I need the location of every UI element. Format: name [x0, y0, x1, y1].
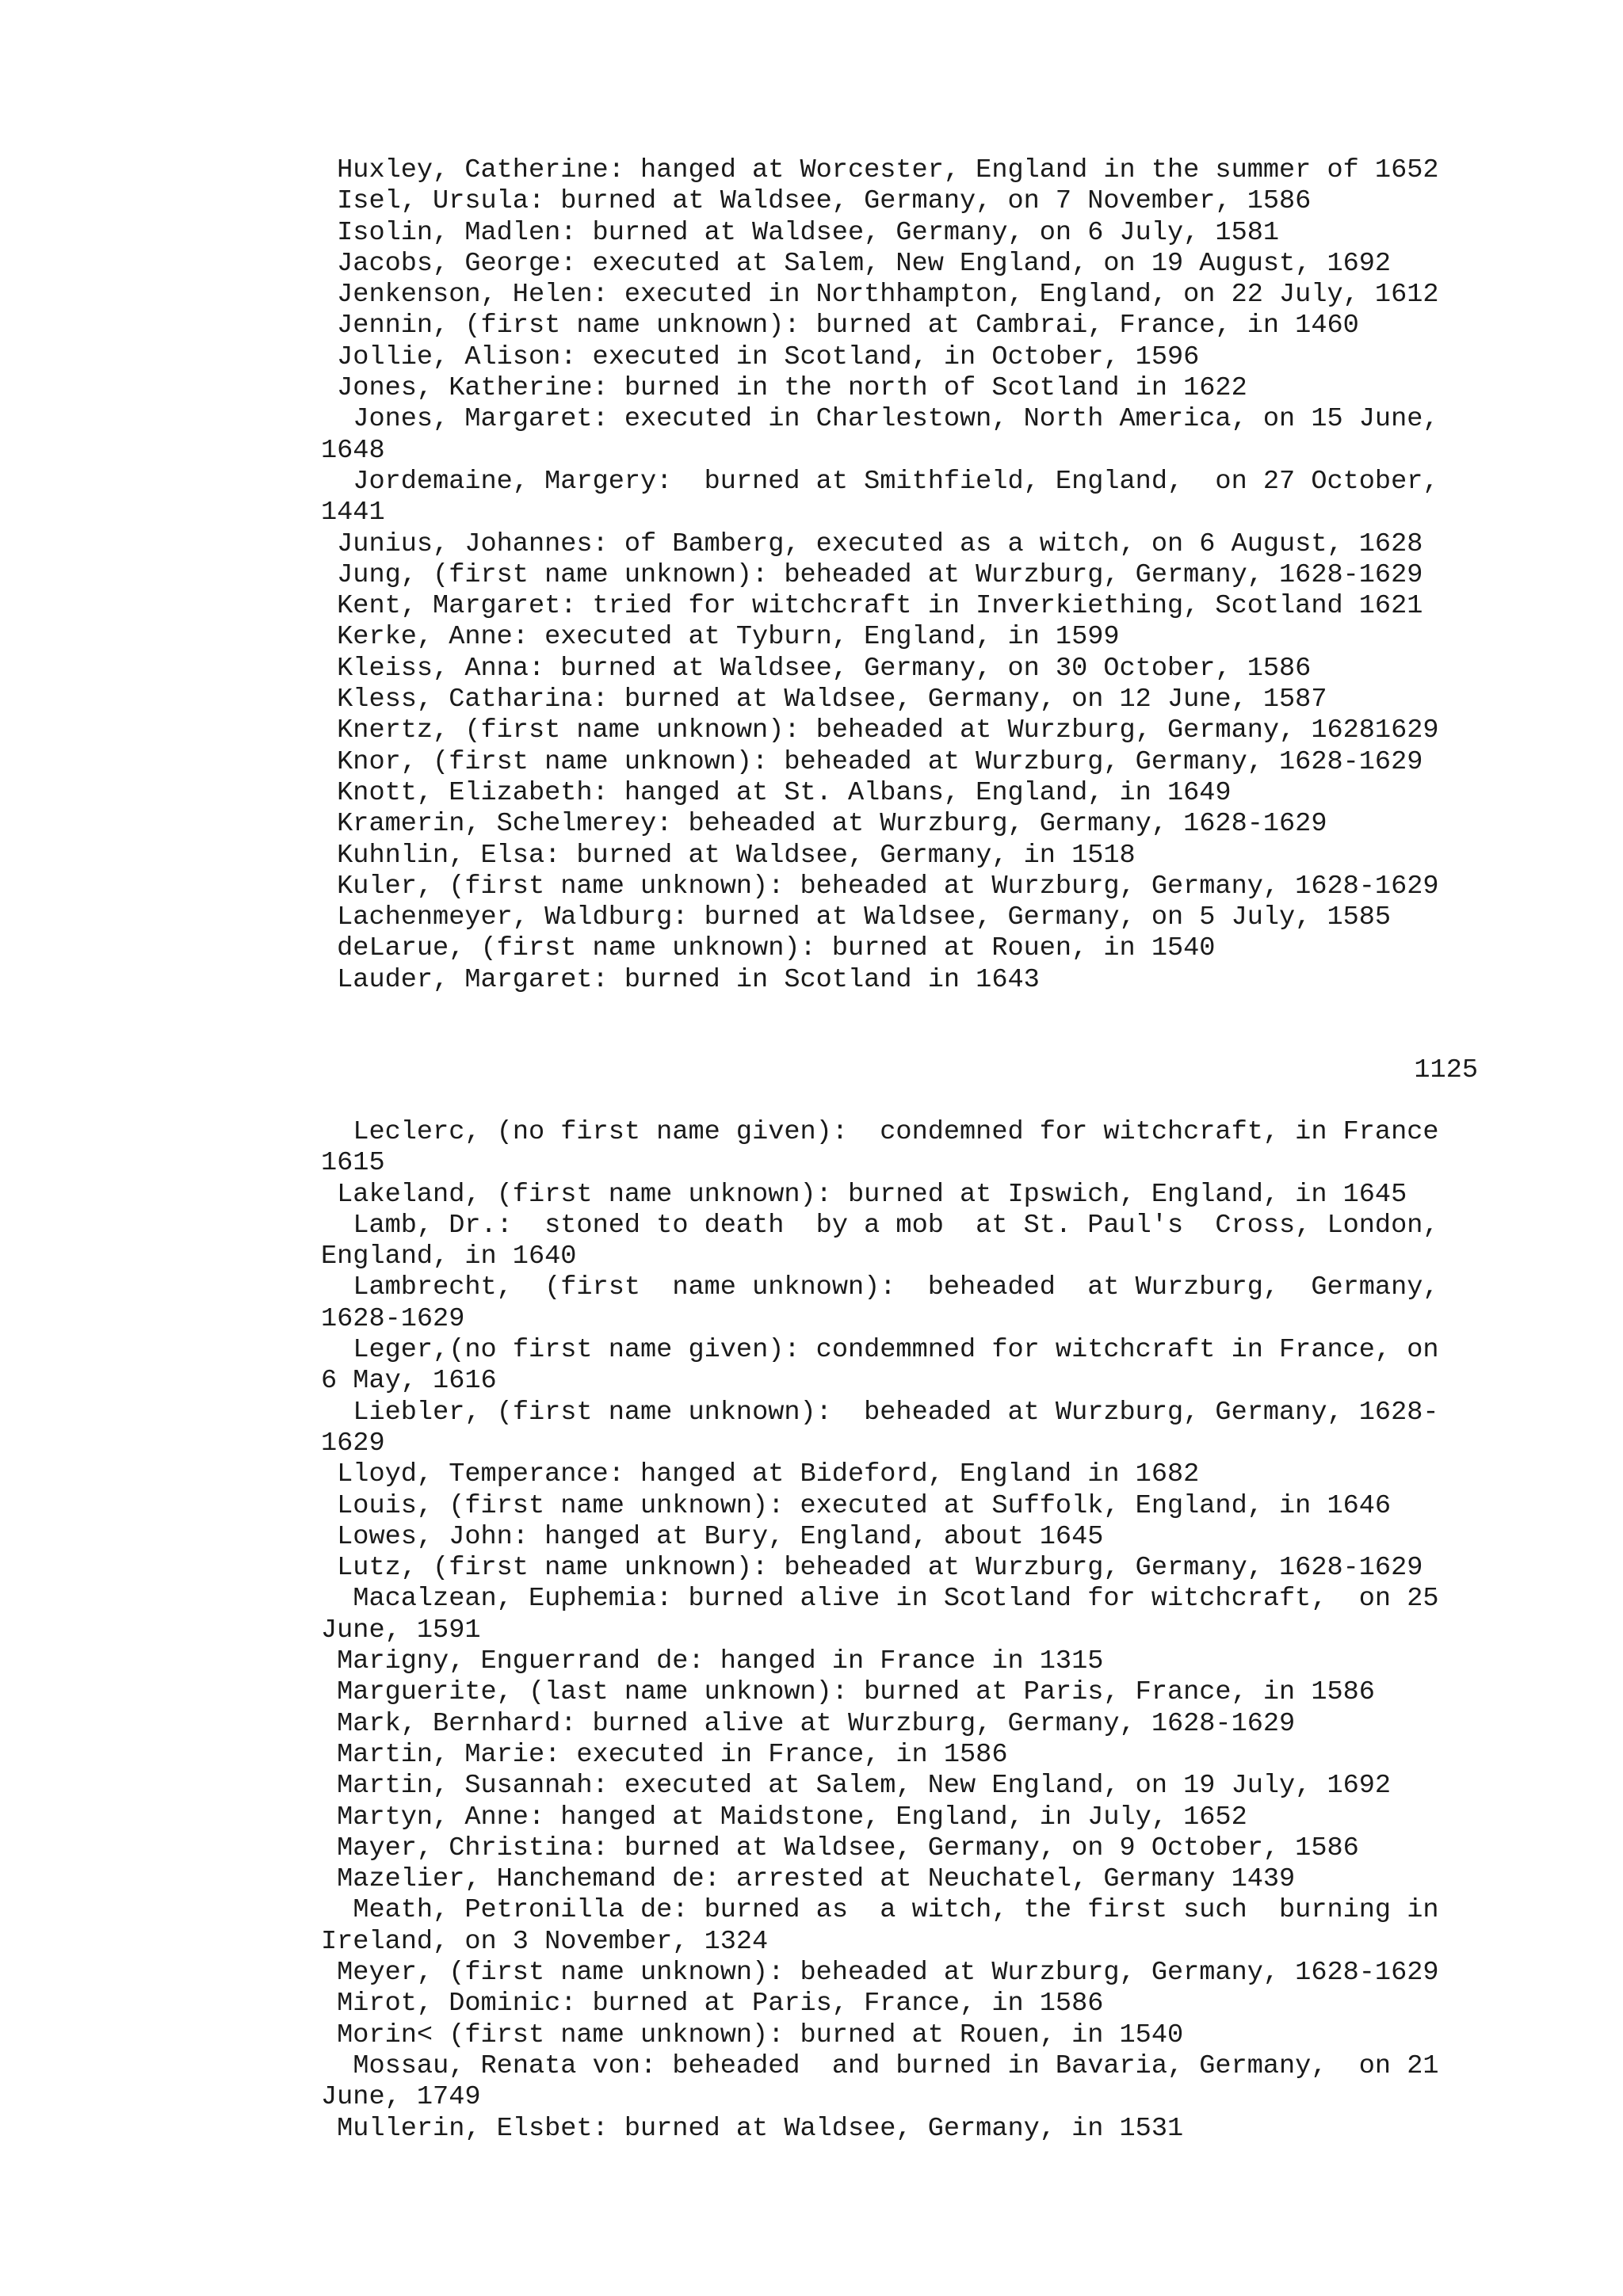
entry-text: Jung, (first name unknown): beheaded at Wurzburg, Germany, 1628-1629	[321, 559, 1423, 590]
entry-text: Jones, Katherine: burned in the north of Scotland in 1622	[321, 373, 1247, 404]
entry-text: Mirot, Dominic: burned at Paris, France, in 1586	[321, 1989, 1104, 2019]
entry-text: Jones, Margaret: executed in Charlestown, North America, on 15 June, 1648	[321, 404, 1439, 466]
entry-text: Kramerin, Schelmerey: beheaded at Wurzburg, Germany, 1628-1629	[321, 809, 1327, 840]
entry-text: Jacobs, George: executed at Salem, New England, on 19 August, 1692	[321, 248, 1392, 279]
entry-text: Martin, Susannah: executed at Salem, New England, on 19 July, 1692	[321, 1771, 1392, 1802]
entry-text: Mossau, Renata von: beheaded and burned in Bavaria, Germany, on 21 June, 1749	[321, 2050, 1439, 2113]
entry-text: Jollie, Alison: executed in Scotland, in October, 1596	[321, 341, 1200, 372]
entries-list-top	[321, 155, 1478, 996]
entry-text: Leger,(no first name given): condemmned for witchcraft in France, on 6 May, 1616	[321, 1335, 1439, 1397]
entry-text: Lauder, Margaret: burned in Scotland in 1643	[321, 964, 1040, 995]
entry-text: Jordemaine, Margery: burned at Smithfield, England, on 27 October, 1441	[321, 466, 1439, 528]
entry-text: Macalzean, Euphemia: burned alive in Scotland for witchcraft, on 25 June, 1591	[321, 1584, 1439, 1646]
entry-text: deLarue, (first name unknown): burned at Rouen, in 1540	[321, 933, 1216, 964]
entry-text: Kuler, (first name unknown): beheaded at Wurzburg, Germany, 1628-1629	[321, 871, 1439, 902]
entry-text: Lambrecht, (first name unknown): beheaded at Wurzburg, Germany, 1628-1629	[321, 1272, 1439, 1334]
entry-text: Meath, Petronilla de: burned as a witch, the first such burning in Ireland, on 3 November, 1324	[321, 1895, 1439, 1957]
entry-text: Kerke, Anne: executed at Tyburn, England, in 1599	[321, 622, 1120, 653]
entry-text: Jennin, (first name unknown): burned at Cambrai, France, in 1460	[321, 311, 1359, 341]
entry-text: Lloyd, Temperance: hanged at Bideford, England in 1682	[321, 1459, 1200, 1490]
entry-text: Marigny, Enguerrand de: hanged in France in 1315	[321, 1646, 1104, 1677]
entry-text: Lamb, Dr.: stoned to death by a mob at St. Paul's Cross, London, England, in 1640	[321, 1210, 1439, 1272]
entry-text: Knertz, (first name unknown): beheaded at Wurzburg, Germany, 16281629	[321, 715, 1439, 746]
entry-text: Mullerin, Elsbet: burned at Waldsee, Germany, in 1531	[321, 2113, 1184, 2144]
entry-text: Kuhnlin, Elsa: burned at Waldsee, Germany, in 1518	[321, 840, 1136, 871]
entry-text: Mark, Bernhard: burned alive at Wurzburg, Germany, 1628-1629	[321, 1708, 1296, 1739]
entry-text: Morin< (first name unknown): burned at Rouen, in 1540	[321, 2019, 1184, 2050]
entry-text: Knor, (first name unknown): beheaded at Wurzburg, Germany, 1628-1629	[321, 746, 1423, 777]
entry-text: Knott, Elizabeth: hanged at St. Albans, England, in 1649	[321, 777, 1232, 808]
entry-text: Marguerite, (last name unknown): burned at Paris, France, in 1586	[321, 1677, 1375, 1708]
entry-text: Mayer, Christina: burned at Waldsee, Germany, on 9 October, 1586	[321, 1833, 1359, 1863]
entry-text: Lutz, (first name unknown): beheaded at Wurzburg, Germany, 1628-1629	[321, 1553, 1423, 1584]
entries-list-bottom	[321, 1117, 1478, 2145]
entry-text: Jenkenson, Helen: executed in Northhampton, England, on 22 July, 1612	[321, 280, 1439, 311]
entry-text: Mazelier, Hanchemand de: arrested at Neuchatel, Germany 1439	[321, 1864, 1296, 1895]
entry-text: Isolin, Madlen: burned at Waldsee, Germany, on 6 July, 1581	[321, 217, 1280, 248]
entry-text: Martyn, Anne: hanged at Maidstone, England, in July, 1652	[321, 1802, 1247, 1833]
entry-text: Lowes, John: hanged at Bury, England, about 1645	[321, 1521, 1104, 1552]
entry-text: Junius, Johannes: of Bamberg, executed as a witch, on 6 August, 1628	[321, 528, 1423, 559]
entry-text: Liebler, (first name unknown): beheaded at Wurzburg, Germany, 1628- 1629	[321, 1397, 1439, 1459]
entry-text: Isel, Ursula: burned at Waldsee, Germany, on 7 November, 1586	[321, 186, 1312, 217]
entry-text: Martin, Marie: executed in France, in 1586	[321, 1739, 1008, 1770]
entry-text: Huxley, Catherine: hanged at Worcester, England in the summer of 1652	[321, 155, 1439, 185]
entry-text: Leclerc, (no first name given): condemned for witchcraft, in France 1615	[321, 1117, 1439, 1179]
entry-text: Kleiss, Anna: burned at Waldsee, Germany, on 30 October, 1586	[321, 653, 1312, 684]
entry-text: Kent, Margaret: tried for witchcraft in Inverkiething, Scotland 1621	[321, 591, 1423, 622]
entry-text: Lakeland, (first name unknown): burned at Ipswich, England, in 1645	[321, 1179, 1407, 1210]
entry-text: Meyer, (first name unknown): beheaded at Wurzburg, Germany, 1628-1629	[321, 1958, 1439, 1989]
entry-text: Louis, (first name unknown): executed at Suffolk, England, in 1646	[321, 1490, 1392, 1521]
entry-text: Kless, Catharina: burned at Waldsee, Germany, on 12 June, 1587	[321, 685, 1327, 715]
page-number: 1125	[1414, 1055, 1478, 1085]
entry-text: Lachenmeyer, Waldburg: burned at Waldsee, Germany, on 5 July, 1585	[321, 902, 1392, 933]
